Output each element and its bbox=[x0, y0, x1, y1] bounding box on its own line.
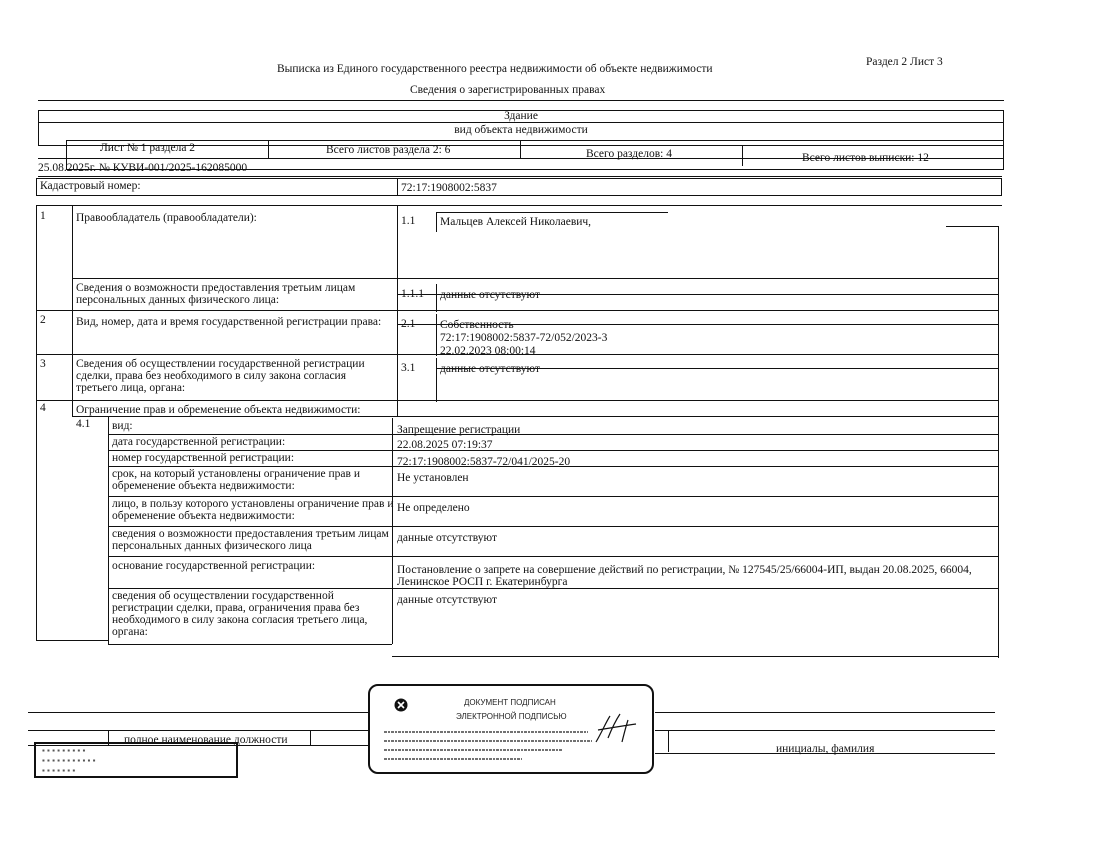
right-registration-number: 72:17:1908002:5837-72/052/2023-3 bbox=[440, 332, 608, 344]
divider bbox=[36, 310, 998, 311]
divider bbox=[397, 294, 998, 295]
personal-data-sub-number: 1.1.1 bbox=[401, 288, 424, 300]
encumbrance-label: Ограничение прав и обременение объекта недвижимости: bbox=[76, 404, 361, 416]
document-title: Выписка из Единого государственного реестра недвижимости об объекте недвижимости bbox=[277, 63, 713, 75]
divider bbox=[655, 730, 995, 731]
divider bbox=[38, 100, 1004, 101]
consent-registration-sub-number: 3.1 bbox=[401, 362, 416, 374]
divider bbox=[742, 146, 743, 166]
divider bbox=[38, 176, 1002, 177]
divider bbox=[998, 226, 999, 658]
cadastral-row bbox=[36, 178, 1002, 196]
divider bbox=[392, 656, 998, 657]
encumbrance-basis-label: основание государственной регистрации: bbox=[112, 560, 316, 572]
consent-registration-value: данные отсутствуют bbox=[440, 363, 540, 375]
divider bbox=[36, 205, 1002, 206]
divider bbox=[668, 730, 669, 752]
divider bbox=[108, 450, 998, 451]
rightholder-sub-number: 1.1 bbox=[401, 215, 416, 227]
right-type: Собственность bbox=[440, 319, 514, 331]
divider bbox=[436, 314, 437, 356]
encumbrance-beneficiary-label: лицо, в пользу которого установлены ограничение прав и обременение объекта недвижимости: bbox=[112, 498, 394, 522]
row-number-4: 4 bbox=[40, 402, 46, 414]
personal-data-label: Сведения о возможности предоставления третьим лицам персональных данных физического лица: bbox=[76, 282, 356, 306]
right-registration-datetime: 22.02.2023 08:00:14 bbox=[440, 345, 536, 357]
stamp-details bbox=[382, 728, 594, 766]
stamp-title-line1: ДОКУМЕНТ ПОДПИСАН bbox=[464, 698, 556, 707]
divider bbox=[436, 212, 437, 232]
divider bbox=[397, 324, 998, 325]
row-number-2: 2 bbox=[40, 314, 46, 326]
registration-mark-box bbox=[34, 742, 238, 778]
personal-data-value: данные отсутствуют bbox=[440, 289, 540, 301]
divider bbox=[108, 496, 998, 497]
object-type-caption: вид объекта недвижимости bbox=[454, 124, 588, 136]
total-section-sheets: Всего листов раздела 2: 6 bbox=[326, 144, 451, 156]
divider bbox=[268, 140, 269, 158]
encumbrance-term-label: срок, на который установлены ограничение прав и обременение объекта недвижимости: bbox=[112, 468, 360, 492]
encumbrance-date-label: дата государственной регистрации: bbox=[112, 436, 286, 448]
encumbrance-date-value: 22.08.2025 07:19:37 bbox=[397, 439, 493, 451]
handwritten-signature bbox=[592, 712, 640, 748]
divider bbox=[38, 122, 1004, 123]
registration-mark-line: ▪ ▪ ▪ ▪ ▪ ▪ ▪ bbox=[42, 766, 76, 775]
section-sheet-label: Раздел 2 Лист 3 bbox=[866, 56, 943, 68]
divider bbox=[36, 640, 108, 641]
divider bbox=[108, 526, 998, 527]
registration-mark-line: ▪ ▪ ▪ ▪ ▪ ▪ ▪ ▪ ▪ bbox=[42, 746, 86, 755]
divider bbox=[108, 588, 998, 589]
doc-date-number: 25.08.2025г. № КУВИ-001/2025-162085000 bbox=[38, 162, 248, 174]
encumbrance-personal-data-label: сведения о возможности предоставления третьим лицам персональных данных физического лица bbox=[112, 528, 389, 552]
divider bbox=[108, 466, 998, 467]
divider bbox=[72, 416, 998, 417]
total-sections: Всего разделов: 4 bbox=[586, 148, 672, 160]
divider bbox=[72, 278, 998, 279]
encumbrance-number-value: 72:17:1908002:5837-72/041/2025-20 bbox=[397, 456, 571, 468]
right-registration-sub-number: 2.1 bbox=[401, 318, 416, 330]
divider bbox=[436, 358, 437, 402]
registration-mark-line: ▪ ▪ ▪ ▪ ▪ ▪ ▪ ▪ ▪ ▪ ▪ bbox=[42, 756, 96, 765]
row-number-1: 1 bbox=[40, 210, 46, 222]
divider bbox=[108, 644, 392, 645]
encumbrance-personal-data-value: данные отсутствуют bbox=[397, 532, 497, 544]
initials-caption: инициалы, фамилия bbox=[776, 743, 875, 755]
divider bbox=[36, 400, 998, 401]
encumbrance-kind-label: вид: bbox=[112, 420, 133, 432]
divider bbox=[108, 556, 998, 557]
divider bbox=[436, 368, 998, 369]
divider bbox=[28, 730, 368, 731]
encumbrance-basis-value: Постановление о запрете на совершение действий по регистрации, № 127545/25/66004-ИП, выдан 20.08.2025, 66004, Ленинское РОСП г. Екатеринбурга bbox=[397, 564, 972, 588]
encumbrance-consent-label: сведения об осуществлении государственной регистрации сделки, права, ограничения права без необходимого в силу закона согласия третьего лица, органа: bbox=[112, 590, 368, 638]
encumbrance-sub-number: 4.1 bbox=[76, 418, 91, 430]
position-caption: полное наименование должности bbox=[124, 734, 288, 746]
divider bbox=[397, 205, 398, 417]
divider bbox=[397, 178, 398, 196]
encumbrance-number-label: номер государственной регистрации: bbox=[112, 452, 295, 464]
rightholder-label: Правообладатель (правообладатели): bbox=[76, 212, 257, 224]
divider bbox=[436, 212, 668, 213]
encumbrance-beneficiary-value: Не определено bbox=[397, 502, 470, 514]
rightholder-name: Мальцев Алексей Николаевич, bbox=[440, 216, 592, 228]
divider bbox=[520, 140, 521, 158]
divider bbox=[72, 205, 73, 417]
encumbrance-kind-value: Запрещение регистрации bbox=[397, 424, 521, 436]
divider bbox=[36, 354, 998, 355]
divider bbox=[655, 712, 995, 713]
right-registration-label: Вид, номер, дата и время государственной регистрации права: bbox=[76, 316, 382, 328]
emblem-icon bbox=[394, 698, 408, 712]
divider bbox=[436, 284, 437, 312]
consent-registration-label: Сведения об осуществлении государственной регистрации сделки, права без необходимого в силу закона согласия третьего лица, органа: bbox=[76, 358, 365, 394]
divider bbox=[108, 434, 998, 435]
document-subtitle: Сведения о зарегистрированных правах bbox=[410, 84, 606, 96]
row-number-3: 3 bbox=[40, 358, 46, 370]
divider bbox=[36, 205, 37, 641]
encumbrance-consent-value: данные отсутствуют bbox=[397, 594, 497, 606]
divider bbox=[28, 712, 368, 713]
encumbrance-term-value: Не установлен bbox=[397, 472, 469, 484]
cadastral-number: 72:17:1908002:5837 bbox=[401, 182, 497, 194]
total-extract-sheets: Всего листов выписки: 12 bbox=[802, 152, 929, 164]
object-type-value: Здание bbox=[504, 110, 538, 122]
divider bbox=[946, 226, 998, 227]
stamp-title-line2: ЭЛЕКТРОННОЙ ПОДПИСЬЮ bbox=[456, 712, 567, 721]
cadastral-label: Кадастровый номер: bbox=[40, 180, 141, 192]
sheet-of-section: Лист № 1 раздела 2 bbox=[100, 142, 196, 154]
divider bbox=[310, 730, 311, 745]
